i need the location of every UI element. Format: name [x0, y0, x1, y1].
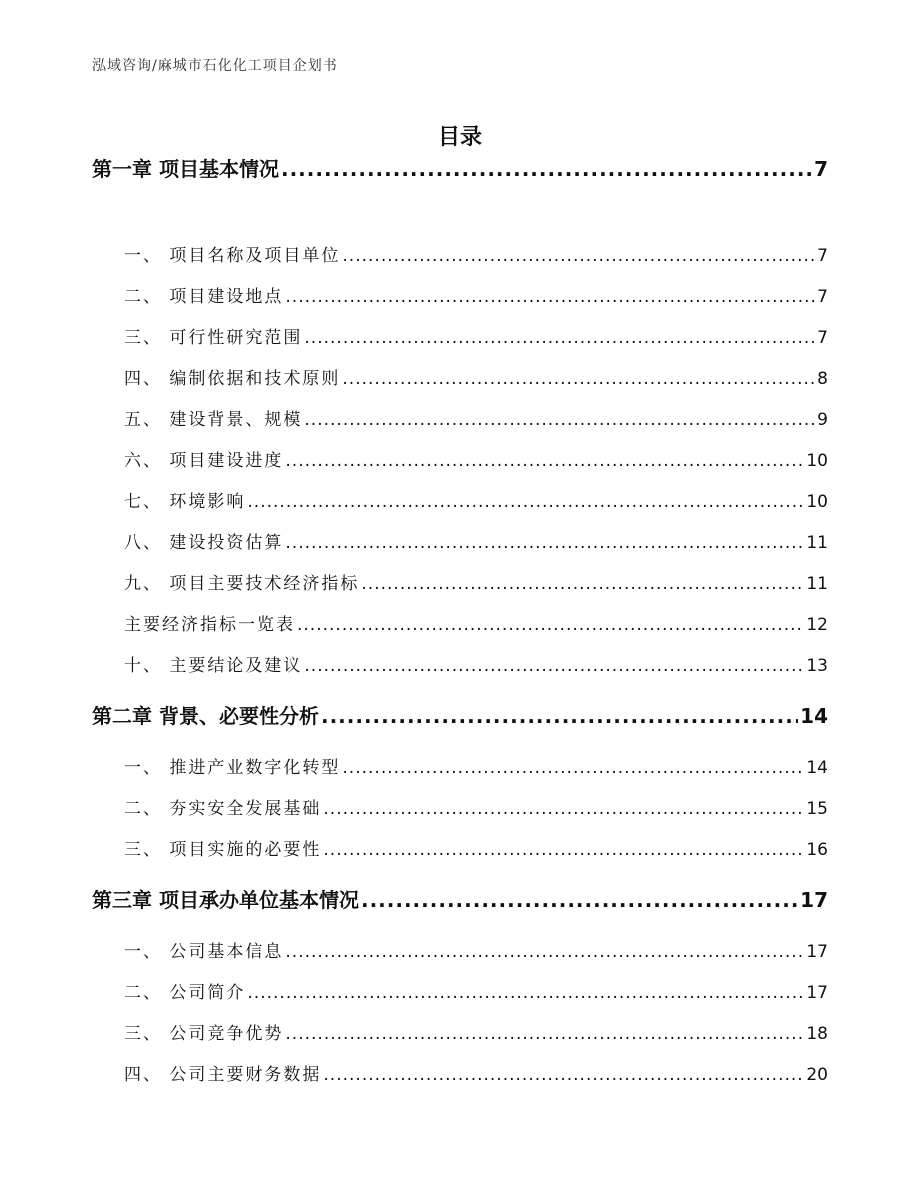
toc-page-number: 10 [806, 492, 828, 512]
toc-section-entry[interactable] [92, 748, 828, 789]
toc-chapter-entry[interactable] [92, 149, 828, 190]
toc-section-entry[interactable] [92, 318, 828, 359]
dot-leader [285, 523, 804, 564]
toc-entry-label: 二、 项目建设地点 [124, 287, 284, 307]
toc-entry-label: 第二章 背景、必要性分析 [92, 704, 319, 728]
toc-entry-label: 十、 主要结论及建议 [124, 656, 303, 676]
dot-leader [285, 277, 815, 318]
toc-page-number: 13 [806, 656, 828, 676]
toc-page-number: 8 [817, 369, 828, 389]
toc-section-entry[interactable] [92, 523, 828, 564]
dot-leader [247, 973, 804, 1014]
dot-leader [321, 696, 798, 737]
toc-section-entry[interactable] [92, 1014, 828, 1055]
dot-leader [342, 236, 815, 277]
toc-entry-label: 四、 编制依据和技术原则 [124, 369, 341, 389]
toc-section-entry[interactable] [92, 830, 828, 871]
dot-leader [323, 789, 804, 830]
table-of-contents [92, 149, 828, 1096]
toc-section-entry[interactable] [92, 789, 828, 830]
toc-section-entry[interactable] [92, 605, 828, 646]
toc-chapter-entry[interactable] [92, 880, 828, 921]
toc-section-entry[interactable] [92, 359, 828, 400]
toc-page-number: 11 [806, 533, 828, 553]
toc-section-entry[interactable] [92, 277, 828, 318]
toc-entry-label: 六、 项目建设进度 [124, 451, 284, 471]
toc-page-number: 15 [806, 799, 828, 819]
toc-entry-label: 五、 建设背景、规模 [124, 410, 303, 430]
dot-leader [285, 932, 804, 973]
toc-entry-label: 三、 项目实施的必要性 [124, 840, 322, 860]
toc-page-number: 18 [806, 1024, 828, 1044]
toc-entry-label: 三、 公司竞争优势 [124, 1024, 284, 1044]
dot-leader [304, 400, 815, 441]
toc-page-number: 11 [806, 574, 828, 594]
toc-entry-label: 四、 公司主要财务数据 [124, 1065, 322, 1085]
toc-page-number: 7 [817, 328, 828, 348]
toc-entry-label: 九、 项目主要技术经济指标 [124, 574, 360, 594]
toc-entry-label: 三、 可行性研究范围 [124, 328, 303, 348]
dot-leader [285, 441, 804, 482]
toc-chapter-entry[interactable] [92, 696, 828, 737]
toc-entry-label: 第三章 项目承办单位基本情况 [92, 888, 359, 912]
toc-section-entry[interactable] [92, 1055, 828, 1096]
toc-entry-label: 七、 环境影响 [124, 492, 246, 512]
toc-entry-label: 一、 推进产业数字化转型 [124, 758, 341, 778]
dot-leader [297, 605, 804, 646]
toc-page-number: 7 [817, 287, 828, 307]
toc-page-number: 14 [800, 704, 828, 728]
dot-leader [285, 1014, 804, 1055]
toc-section-entry[interactable] [92, 646, 828, 687]
toc-section-entry[interactable] [92, 441, 828, 482]
toc-page-number: 12 [806, 615, 828, 635]
toc-page-number: 17 [806, 983, 828, 1003]
dot-leader [361, 880, 798, 921]
toc-entry-label: 八、 建设投资估算 [124, 533, 284, 553]
dot-leader [342, 359, 815, 400]
toc-page-number: 17 [806, 942, 828, 962]
toc-entry-label: 一、 公司基本信息 [124, 942, 284, 962]
toc-page-number: 20 [806, 1065, 828, 1085]
toc-entry-label: 一、 项目名称及项目单位 [124, 246, 341, 266]
toc-entry-label: 第一章 项目基本情况 [92, 157, 279, 181]
toc-section-entry[interactable] [92, 400, 828, 441]
dot-leader [304, 318, 815, 359]
toc-title: 目录 [437, 125, 482, 150]
toc-entry-label: 二、 公司简介 [124, 983, 246, 1003]
toc-section-entry[interactable] [92, 236, 828, 277]
dot-leader [323, 1055, 804, 1096]
dot-leader [247, 482, 804, 523]
toc-entry-label: 二、 夯实安全发展基础 [124, 799, 322, 819]
dot-leader [323, 830, 804, 871]
toc-section-entry[interactable] [92, 564, 828, 605]
dot-leader [361, 564, 804, 605]
toc-page-number: 14 [806, 758, 828, 778]
toc-page-number: 7 [817, 246, 828, 266]
toc-page-number: 10 [806, 451, 828, 471]
dot-leader [342, 748, 804, 789]
toc-page-number: 9 [817, 410, 828, 430]
toc-page-number: 17 [800, 888, 828, 912]
toc-page-number: 7 [814, 157, 828, 181]
dot-leader [304, 646, 804, 687]
dot-leader [281, 149, 812, 190]
toc-entry-label: 主要经济指标一览表 [124, 615, 295, 635]
toc-section-entry[interactable] [92, 973, 828, 1014]
running-header: 泓域咨询/麻城市石化化工项目企划书 [92, 58, 338, 74]
toc-page-number: 16 [806, 840, 828, 860]
toc-section-entry[interactable] [92, 932, 828, 973]
toc-section-entry[interactable] [92, 482, 828, 523]
